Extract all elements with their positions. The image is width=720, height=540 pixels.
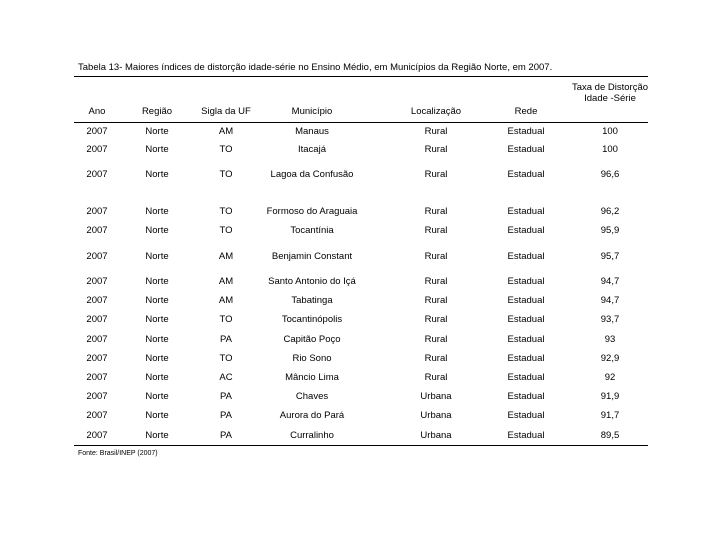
cell-location: Rural: [424, 251, 448, 262]
cell-network: Estadual: [507, 225, 545, 236]
cell-state: TO: [219, 314, 233, 325]
cell-year: 2007: [86, 391, 108, 402]
cell-state: AM: [218, 126, 234, 137]
cell-distortion-rate: 91,9: [600, 391, 620, 402]
cell-region: Norte: [145, 225, 169, 236]
cell-municipality: Chaves: [295, 391, 329, 402]
cell-distortion-rate: 96,6: [600, 169, 620, 180]
cell-distortion-rate: 94,7: [600, 276, 620, 287]
cell-year: 2007: [86, 353, 108, 364]
cell-year: 2007: [86, 276, 108, 287]
cell-year: 2007: [86, 372, 108, 383]
cell-municipality: Curralinho: [290, 430, 334, 441]
cell-municipality: Benjamin Constant: [271, 251, 353, 262]
cell-network: Estadual: [507, 334, 545, 345]
cell-location: Rural: [424, 353, 448, 364]
cell-location: Rural: [424, 334, 448, 345]
header-distortion-rate: Taxa de Distorção Idade -Série: [571, 82, 649, 104]
cell-year: 2007: [86, 430, 108, 441]
cell-municipality: Mâncio Lima: [285, 372, 339, 383]
cell-state: PA: [220, 334, 232, 345]
cell-location: Rural: [424, 206, 448, 217]
cell-state: AC: [219, 372, 233, 383]
cell-municipality: Tocantinópolis: [281, 314, 343, 325]
cell-state: TO: [219, 353, 233, 364]
cell-municipality: Rio Sono: [292, 353, 332, 364]
cell-location: Urbana: [420, 410, 452, 421]
header-municipality: Município: [291, 106, 333, 117]
cell-location: Rural: [424, 314, 448, 325]
cell-state: PA: [220, 410, 232, 421]
cell-state: PA: [220, 391, 232, 402]
cell-municipality: Itacajá: [298, 144, 326, 155]
cell-region: Norte: [145, 295, 169, 306]
cell-region: Norte: [145, 206, 169, 217]
cell-state: TO: [219, 206, 233, 217]
cell-network: Estadual: [507, 295, 545, 306]
cell-distortion-rate: 96,2: [600, 206, 620, 217]
cell-location: Rural: [424, 372, 448, 383]
cell-municipality: Formoso do Araguaia: [266, 206, 358, 217]
cell-state: TO: [219, 169, 233, 180]
header-location: Localização: [410, 106, 462, 117]
cell-network: Estadual: [507, 144, 545, 155]
cell-location: Rural: [424, 126, 448, 137]
cell-year: 2007: [86, 314, 108, 325]
header-region: Região: [141, 106, 173, 117]
cell-location: Rural: [424, 295, 448, 306]
cell-region: Norte: [145, 353, 169, 364]
cell-municipality: Tabatinga: [291, 295, 333, 306]
cell-region: Norte: [145, 334, 169, 345]
cell-network: Estadual: [507, 372, 545, 383]
header-network: Rede: [514, 106, 538, 117]
cell-year: 2007: [86, 251, 108, 262]
table-bottom-rule: [74, 445, 648, 446]
cell-year: 2007: [86, 295, 108, 306]
cell-state: AM: [218, 251, 234, 262]
cell-year: 2007: [86, 126, 108, 137]
cell-network: Estadual: [507, 251, 545, 262]
header-state: Sigla da UF: [201, 106, 251, 117]
cell-region: Norte: [145, 314, 169, 325]
cell-region: Norte: [145, 126, 169, 137]
cell-region: Norte: [145, 251, 169, 262]
cell-network: Estadual: [507, 391, 545, 402]
cell-year: 2007: [86, 206, 108, 217]
cell-network: Estadual: [507, 430, 545, 441]
table-caption: Tabela 13- Maiores índices de distorção idade-série no Ensino Médio, em Municípios da Região Norte, em 2007.: [78, 62, 553, 73]
cell-municipality: Manaus: [295, 126, 329, 137]
cell-state: PA: [220, 430, 232, 441]
cell-year: 2007: [86, 410, 108, 421]
cell-state: AM: [218, 276, 234, 287]
cell-distortion-rate: 89,5: [600, 430, 620, 441]
cell-network: Estadual: [507, 169, 545, 180]
cell-municipality: Aurora do Pará: [279, 410, 345, 421]
cell-region: Norte: [145, 169, 169, 180]
cell-year: 2007: [86, 225, 108, 236]
cell-location: Urbana: [420, 391, 452, 402]
cell-municipality: Tocantínia: [290, 225, 334, 236]
table-header-rule: [74, 122, 648, 123]
cell-municipality: Lagoa da Confusão: [270, 169, 354, 180]
cell-region: Norte: [145, 410, 169, 421]
cell-network: Estadual: [507, 353, 545, 364]
cell-distortion-rate: 94,7: [600, 295, 620, 306]
cell-network: Estadual: [507, 314, 545, 325]
cell-distortion-rate: 95,9: [600, 225, 620, 236]
cell-network: Estadual: [507, 206, 545, 217]
cell-year: 2007: [86, 169, 108, 180]
cell-network: Estadual: [507, 276, 545, 287]
cell-distortion-rate: 92: [604, 372, 616, 383]
cell-state: AM: [218, 295, 234, 306]
cell-distortion-rate: 100: [602, 144, 618, 155]
cell-distortion-rate: 93,7: [600, 314, 620, 325]
cell-location: Rural: [424, 225, 448, 236]
table-top-rule: [74, 76, 648, 77]
cell-location: Rural: [424, 169, 448, 180]
cell-distortion-rate: 93: [604, 334, 616, 345]
cell-state: TO: [219, 144, 233, 155]
cell-distortion-rate: 95,7: [600, 251, 620, 262]
cell-network: Estadual: [507, 410, 545, 421]
cell-region: Norte: [145, 391, 169, 402]
cell-region: Norte: [145, 276, 169, 287]
cell-year: 2007: [86, 144, 108, 155]
cell-distortion-rate: 91,7: [600, 410, 620, 421]
cell-distortion-rate: 100: [602, 126, 618, 137]
cell-location: Rural: [424, 144, 448, 155]
cell-state: TO: [219, 225, 233, 236]
cell-location: Urbana: [420, 430, 452, 441]
cell-region: Norte: [145, 144, 169, 155]
cell-municipality: Capitão Poço: [283, 334, 341, 345]
cell-municipality: Santo Antonio do Içá: [268, 276, 356, 287]
header-year: Ano: [88, 106, 106, 117]
cell-year: 2007: [86, 334, 108, 345]
table-source-note: Fonte: Brasil/INEP (2007): [78, 450, 158, 457]
cell-network: Estadual: [507, 126, 545, 137]
cell-location: Rural: [424, 276, 448, 287]
cell-region: Norte: [145, 372, 169, 383]
cell-region: Norte: [145, 430, 169, 441]
cell-distortion-rate: 92,9: [600, 353, 620, 364]
